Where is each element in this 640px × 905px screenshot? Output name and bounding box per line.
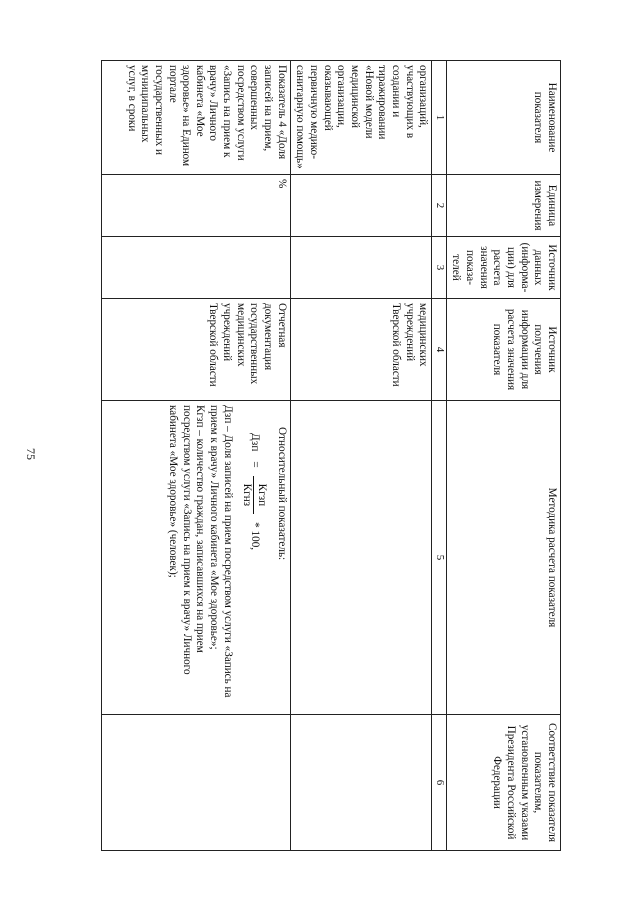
column-number-row (432, 61, 446, 851)
indicator-name: организаций, участвующих в создании и тиражировании «Новой модели медицинской организации, оказывающей первичную медико-санитарную помощь» (290, 61, 432, 175)
formula-equals: = (248, 461, 261, 468)
col-number: 5 (432, 401, 446, 715)
definition-dzp: Дзп – Доля записей на прием посредством услуги «Запись на прием к врачу» Личного кабинета «Мое здоровье»; (208, 405, 234, 698)
header-info-source: Источник получения информации для расчета значения показателя (446, 299, 560, 401)
compliance-cell (290, 715, 432, 851)
info-source-cell: Отчетная документация государственных медицинских учреждений Тверской области (101, 299, 290, 401)
data-source-cell (101, 237, 290, 299)
header-data-source: Источник данных (информа-ции) для расчета значения показа-телей (446, 237, 560, 299)
data-source-cell (290, 237, 432, 299)
formula-multiplier: * 100, (248, 522, 261, 551)
header-unit: Единица измерения (446, 175, 560, 237)
unit-cell (290, 175, 432, 237)
unit-cell: % (101, 175, 290, 237)
col-number: 6 (432, 715, 446, 851)
compliance-cell (101, 715, 290, 851)
header-name: Наименование показателя (446, 61, 560, 175)
method-cell (101, 401, 290, 715)
col-number: 4 (432, 299, 446, 401)
header-method: Методика расчета показателя (446, 401, 560, 715)
header-row (446, 61, 560, 851)
table-row (290, 61, 432, 851)
formula-numerator: Кгзп (253, 476, 268, 514)
formula-fraction (240, 476, 268, 514)
formula-lhs: Дзп (248, 433, 261, 452)
info-source-cell: медицинских учреждений Тверской области (290, 299, 432, 401)
method-cell (290, 401, 432, 715)
page-number: 75 (24, 448, 38, 460)
table-row (101, 61, 290, 851)
col-number: 3 (432, 237, 446, 299)
formula (240, 433, 268, 710)
col-number: 2 (432, 175, 446, 237)
col-number: 1 (432, 61, 446, 175)
definition-kgzp: Кгзп – количество граждан, записавшихся на прием посредством услуги «Запись на прием к врачу» Личного кабинета «Мое здоровье» (человек); (167, 405, 207, 675)
method-title: Относительный показатель: (275, 427, 288, 561)
header-compliance: Соответствие показателя показателям, установленным указами Президента Российской Федерации (446, 715, 560, 851)
formula-denominator: Кгнз (241, 483, 254, 507)
indicators-table-wrapper (91, 60, 561, 850)
indicators-table (101, 60, 561, 851)
indicator-name: Показатель 4 «Доля записей на прием, совершенных посредством услуги «Запись на прием к врачу» Личного кабинета «Мое здоровье» на Едином портале государственных и муниципальных услуг, в сроки (101, 61, 290, 175)
